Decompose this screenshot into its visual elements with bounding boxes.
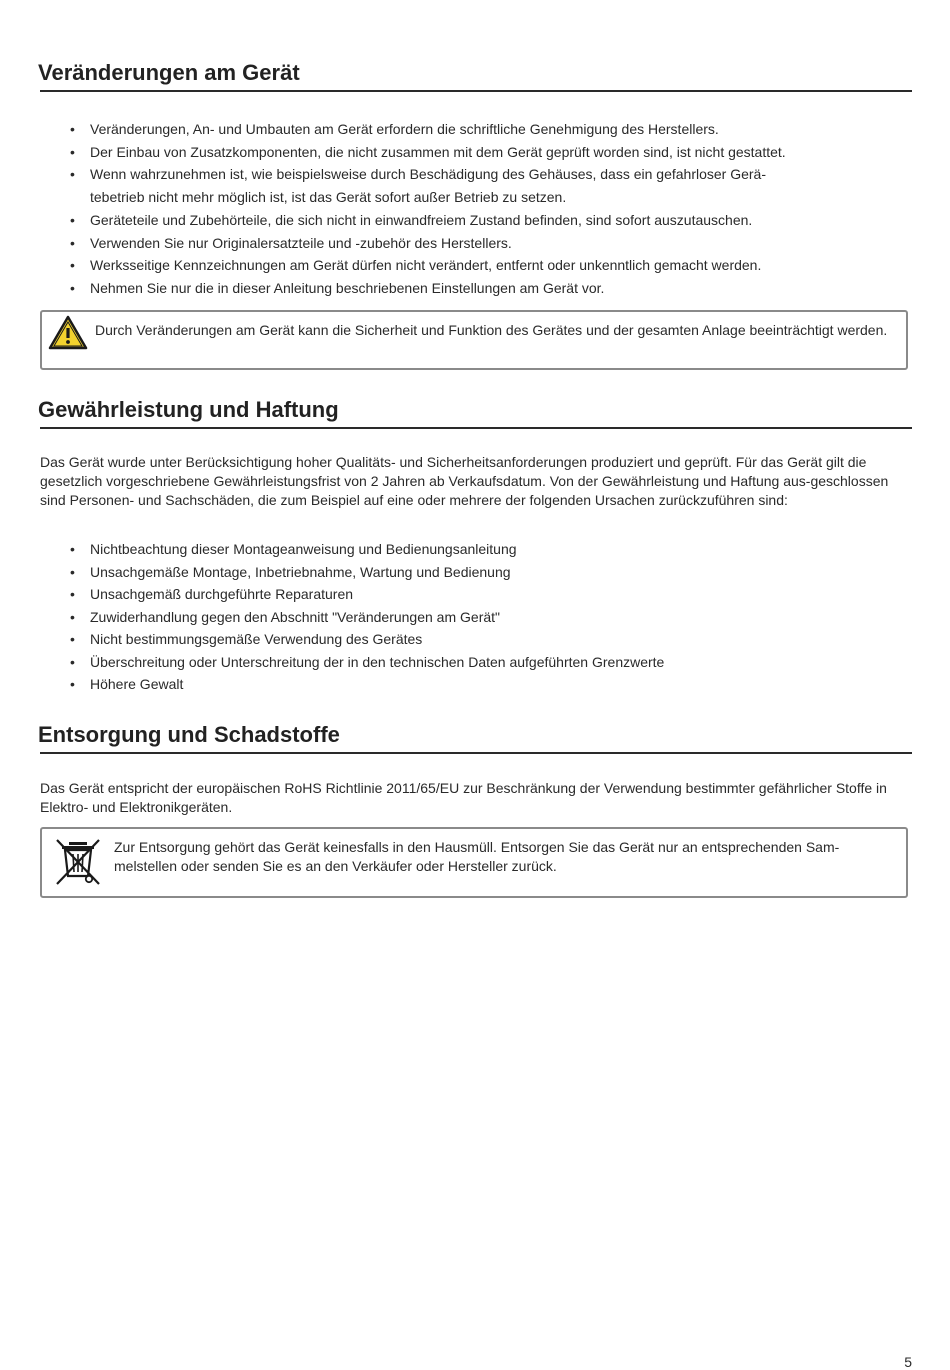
list-item-line: Wenn wahrzunehmen ist, wie beispielsweise durch Beschädigung des Gehäuses, dass ein gefahrloser Gerä-	[90, 166, 767, 182]
section-heading-veraenderungen: Veränderungen am Gerät	[38, 60, 300, 85]
warning-notice-box	[40, 310, 908, 370]
list-item: • Geräteteile und Zubehörteile, die sich nicht in einwandfreiem Zustand befinden, sind sofort auszutauschen.	[70, 209, 900, 232]
bullet-list-veraenderungen	[70, 118, 900, 299]
section-heading-gewaehrleistung: Gewährleistung und Haftung	[38, 397, 339, 422]
list-item	[70, 163, 900, 209]
warranty-paragraph: Das Gerät wurde unter Berücksichtigung hoher Qualitäts- und Sicherheitsanforderungen produziert und geprüft. Für das Gerät gilt die gesetzlich vorgeschriebene Gewährleistungsfrist von 2 Jahren ab Verkaufsdatum. Von der Gewährleistung und Haftung aus-geschlossen sind Personen- und Sachschäden, die zum Beispiel auf eine oder mehrere der folgenden Ursachen zurückzuführen sind:	[40, 454, 889, 508]
list-item: • Unsachgemäße Montage, Inbetriebnahme, Wartung und Bedienung	[70, 561, 900, 584]
list-item: • Höhere Gewalt	[70, 673, 900, 696]
warning-triangle-icon	[48, 315, 88, 356]
list-item: • Werksseitige Kennzeichnungen am Gerät dürfen nicht verändert, entfernt oder unkenntlich gemacht werden.	[70, 254, 900, 277]
disposal-notice-box	[40, 827, 908, 898]
list-item: • Nehmen Sie nur die in dieser Anleitung beschriebenen Einstellungen am Gerät vor.	[70, 277, 900, 300]
crossed-out-wheelie-bin-icon	[54, 838, 102, 891]
heading-rule	[40, 427, 912, 429]
disposal-notice-text: Zur Entsorgung gehört das Gerät keinesfalls in den Hausmüll. Entsorgen Sie das Gerät nur an entsprechenden Sam-melstellen oder senden Sie es an den Verkäufer oder Hersteller zurück.	[114, 839, 840, 874]
list-item: • Überschreitung oder Unterschreitung der in den technischen Daten aufgeführten Grenzwerte	[70, 651, 900, 674]
list-item: • Der Einbau von Zusatzkomponenten, die nicht zusammen mit dem Gerät geprüft worden sind, ist nicht gestattet.	[70, 141, 900, 164]
warning-notice-text: Durch Veränderungen am Gerät kann die Sicherheit und Funktion des Gerätes und der gesamten Anlage beeinträchtigt werden.	[95, 322, 888, 338]
list-item: • Zuwiderhandlung gegen den Abschnitt "Veränderungen am Gerät"	[70, 606, 900, 629]
heading-rule	[40, 752, 912, 754]
list-item-line: tebetrieb nicht mehr möglich ist, ist das Gerät sofort außer Betrieb zu setzen.	[90, 189, 567, 205]
page-number: 5	[904, 1354, 912, 1370]
list-item: • Nicht bestimmungsgemäße Verwendung des Gerätes	[70, 628, 900, 651]
list-item: • Veränderungen, An- und Umbauten am Gerät erfordern die schriftliche Genehmigung des Herstellers.	[70, 118, 900, 141]
section-heading-entsorgung: Entsorgung und Schadstoffe	[38, 722, 340, 747]
heading-rule	[40, 90, 912, 92]
list-item: • Unsachgemäß durchgeführte Reparaturen	[70, 583, 900, 606]
list-item: • Verwenden Sie nur Originalersatzteile und -zubehör des Herstellers.	[70, 232, 900, 255]
bullet-list-haftung	[70, 538, 900, 696]
list-item: • Nichtbeachtung dieser Montageanweisung und Bedienungsanleitung	[70, 538, 900, 561]
rohs-paragraph: Das Gerät entspricht der europäischen RoHS Richtlinie 2011/65/EU zur Beschränkung der Verwendung bestimmter gefährlicher Stoffe in Elektro- und Elektronikgeräten.	[40, 780, 887, 815]
